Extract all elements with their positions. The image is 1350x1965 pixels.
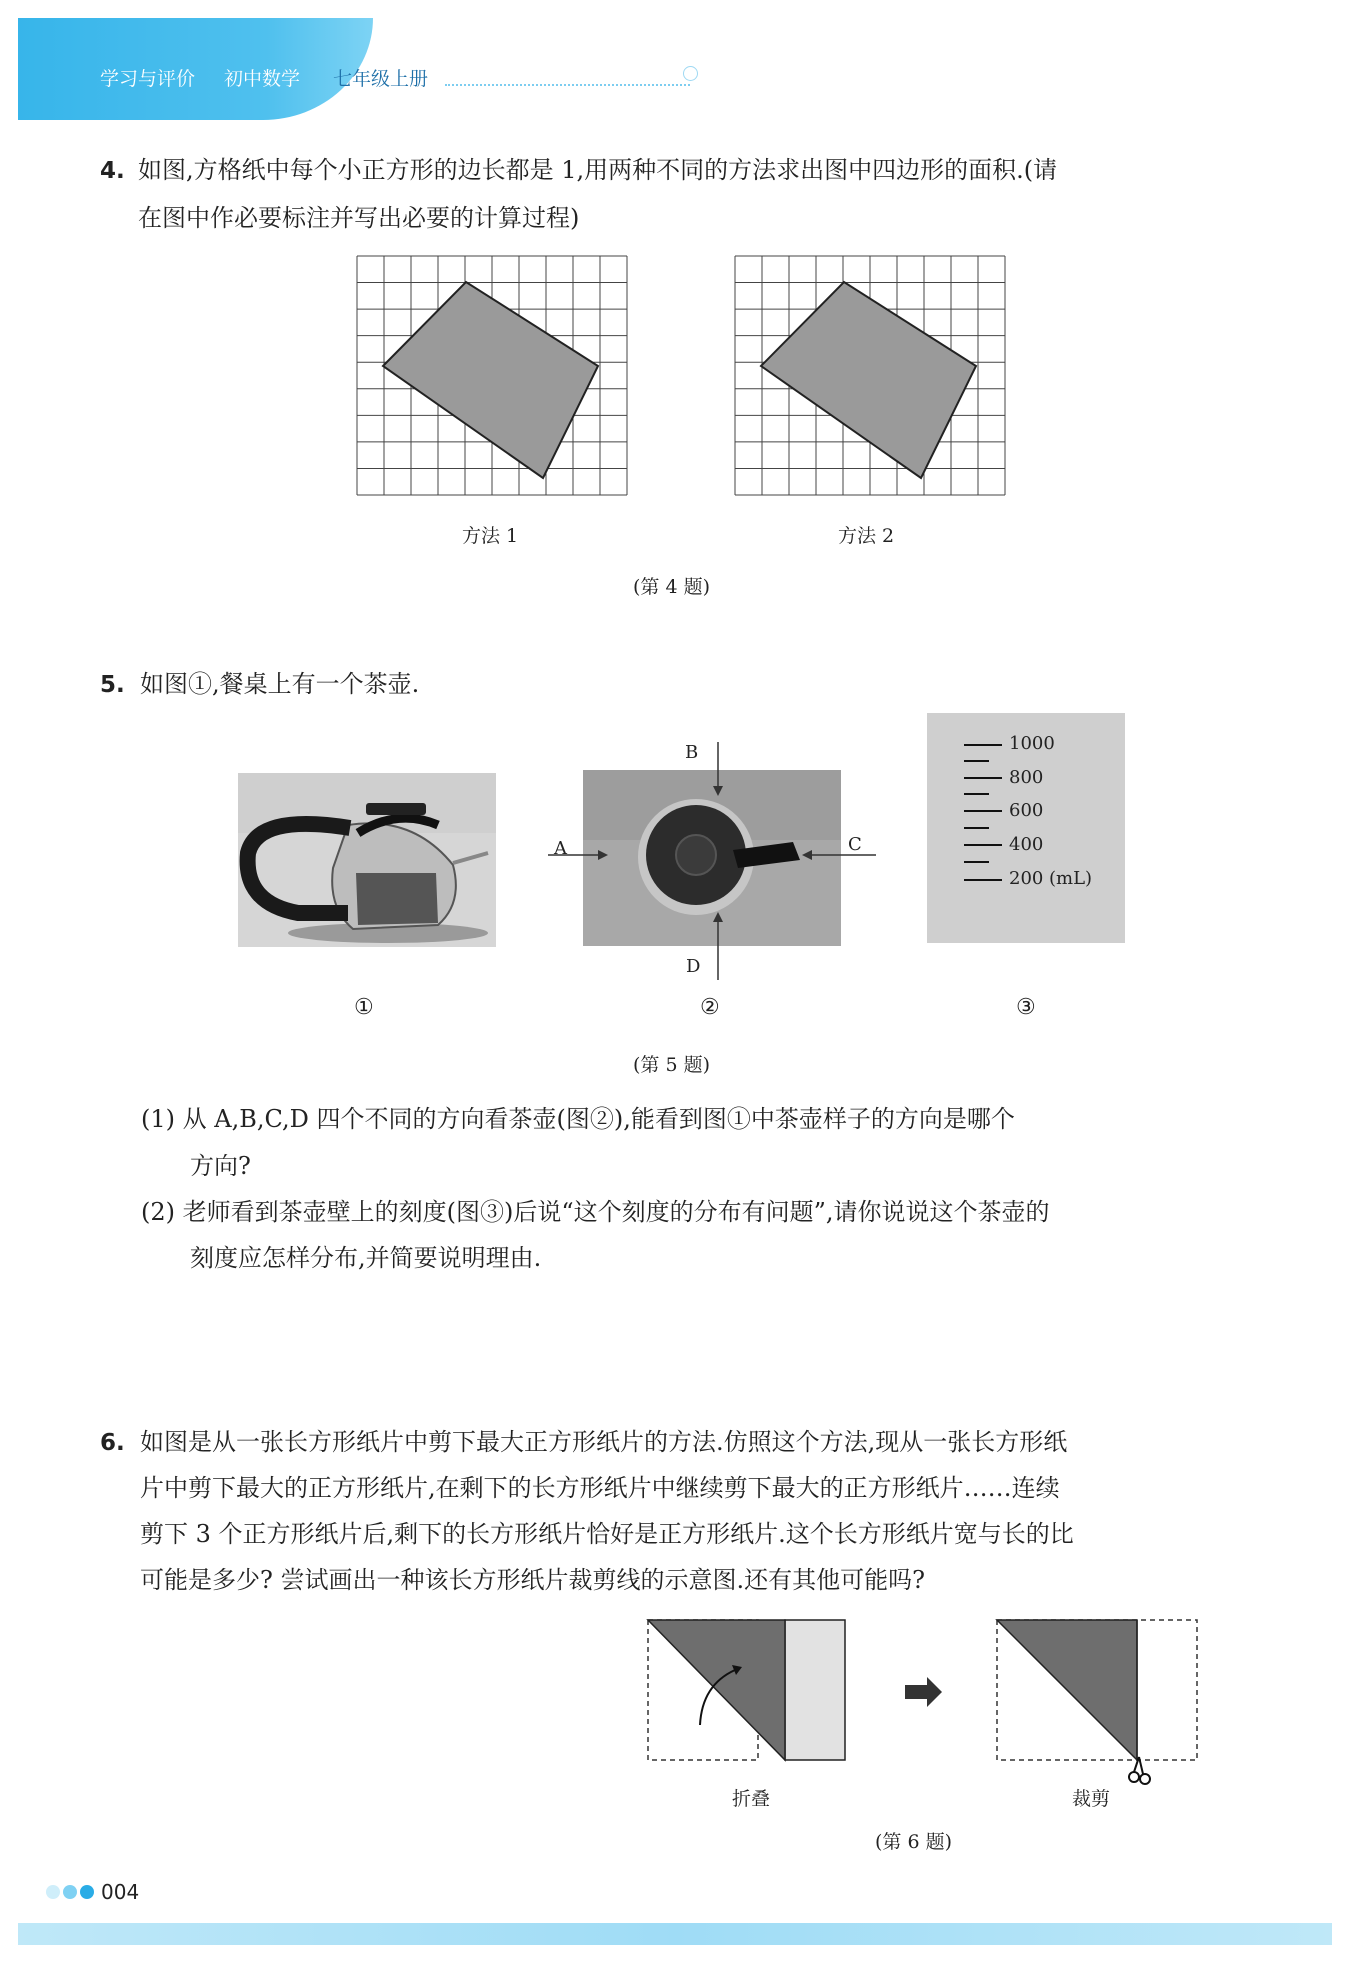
footer-band [18, 1923, 1332, 1945]
q5-number: 5. [100, 672, 125, 698]
q5-scale-800: 800 [1009, 767, 1044, 788]
q5-scale-400: 400 [1009, 834, 1044, 855]
header-grade: 七年级上册 [333, 68, 429, 90]
page-number: 004 [101, 1880, 140, 1904]
q6-cut-label: 裁剪 [1072, 1788, 1111, 1810]
q6-arrow-body [905, 1685, 927, 1699]
q5-fig2-label: ② [700, 995, 720, 1020]
q5-fig2-top-view [548, 742, 888, 992]
q6-text-line4: 可能是多少? 尝试画出一种该长方形纸片裁剪线的示意图.还有其他可能吗? [140, 1566, 925, 1594]
q5-label-D: D [686, 956, 701, 977]
q6-text-line3: 剪下 3 个正方形纸片后,剩下的长方形纸片恰好是正方形纸片.这个长方形纸片宽与长的比 [140, 1520, 1074, 1548]
q4-method2-label: 方法 2 [838, 525, 895, 547]
q6-text-line2: 片中剪下最大的正方形纸片,在剩下的长方形纸片中继续剪下最大的正方形纸片……连续 [140, 1474, 1060, 1502]
q4-text-line1: 如图,方格纸中每个小正方形的边长都是 1,用两种不同的方法求出图中四边形的面积.(请 [138, 156, 1058, 184]
q4-method1-label: 方法 1 [462, 525, 519, 547]
q5-fig3-scale [927, 713, 1125, 943]
q6-number: 6. [100, 1430, 125, 1456]
q6-fold-label: 折叠 [732, 1788, 771, 1810]
q5-sub2-line1: (2) 老师看到茶壶壁上的刻度(图③)后说“这个刻度的分布有问题”,请你说说这个茶壶的 [141, 1198, 1050, 1226]
q5-fig1-teapot-photo [238, 773, 496, 947]
q4-text-line2: 在图中作必要标注并写出必要的计算过程) [138, 204, 580, 232]
q5-label-C: C [848, 834, 862, 855]
q5-label-B: B [685, 742, 699, 763]
q4-number: 4. [100, 158, 125, 184]
header-book-title: 学习与评价 [100, 68, 196, 90]
header-dotted-line [445, 84, 690, 86]
q4-grid-method1 [355, 254, 630, 500]
scissors-icon [1129, 1757, 1150, 1784]
header-band [18, 18, 373, 120]
q4-caption: (第 4 题) [633, 576, 710, 598]
q5-scale-unit: (mL) [1049, 868, 1093, 889]
footer-dot-1 [46, 1885, 60, 1899]
q5-sub2-line2: 刻度应怎样分布,并简要说明理由. [190, 1244, 542, 1272]
q6-text-line1: 如图是从一张长方形纸片中剪下最大正方形纸片的方法.仿照这个方法,现从一张长方形纸 [140, 1428, 1068, 1456]
header-subject: 初中数学 [224, 68, 301, 90]
q6-figure [640, 1615, 1200, 1800]
q6-caption: (第 6 题) [875, 1831, 952, 1853]
q5-sub1-line1: (1) 从 A,B,C,D 四个不同的方向看茶壶(图②),能看到图①中茶壶样子的方向是哪个 [141, 1105, 1015, 1133]
q6-cut-triangle [997, 1620, 1137, 1760]
q5-scale-1000: 1000 [1009, 733, 1055, 754]
q4-grid-method2 [733, 254, 1008, 500]
q5-scale-600: 600 [1009, 800, 1044, 821]
q5-scale-200: 200 [1009, 868, 1044, 889]
q4-quadrilateral-1 [383, 282, 598, 478]
header-ornament-circle [683, 66, 698, 81]
q4-quadrilateral-2 [761, 282, 976, 478]
q5-fig3-label: ③ [1016, 995, 1036, 1020]
q5-caption: (第 5 题) [633, 1054, 710, 1076]
q6-fold-remaining-strip [785, 1620, 845, 1760]
q5-sub1-line2: 方向? [190, 1152, 251, 1180]
q5-label-A: A [554, 838, 567, 859]
q5-text-line1: 如图①,餐桌上有一个茶壶. [140, 670, 420, 698]
q6-fold-triangle [648, 1620, 785, 1760]
q6-arrow-icon [927, 1677, 942, 1707]
footer-dot-2 [63, 1885, 77, 1899]
q5-fig1-label: ① [354, 995, 374, 1020]
footer-dot-3 [80, 1885, 94, 1899]
